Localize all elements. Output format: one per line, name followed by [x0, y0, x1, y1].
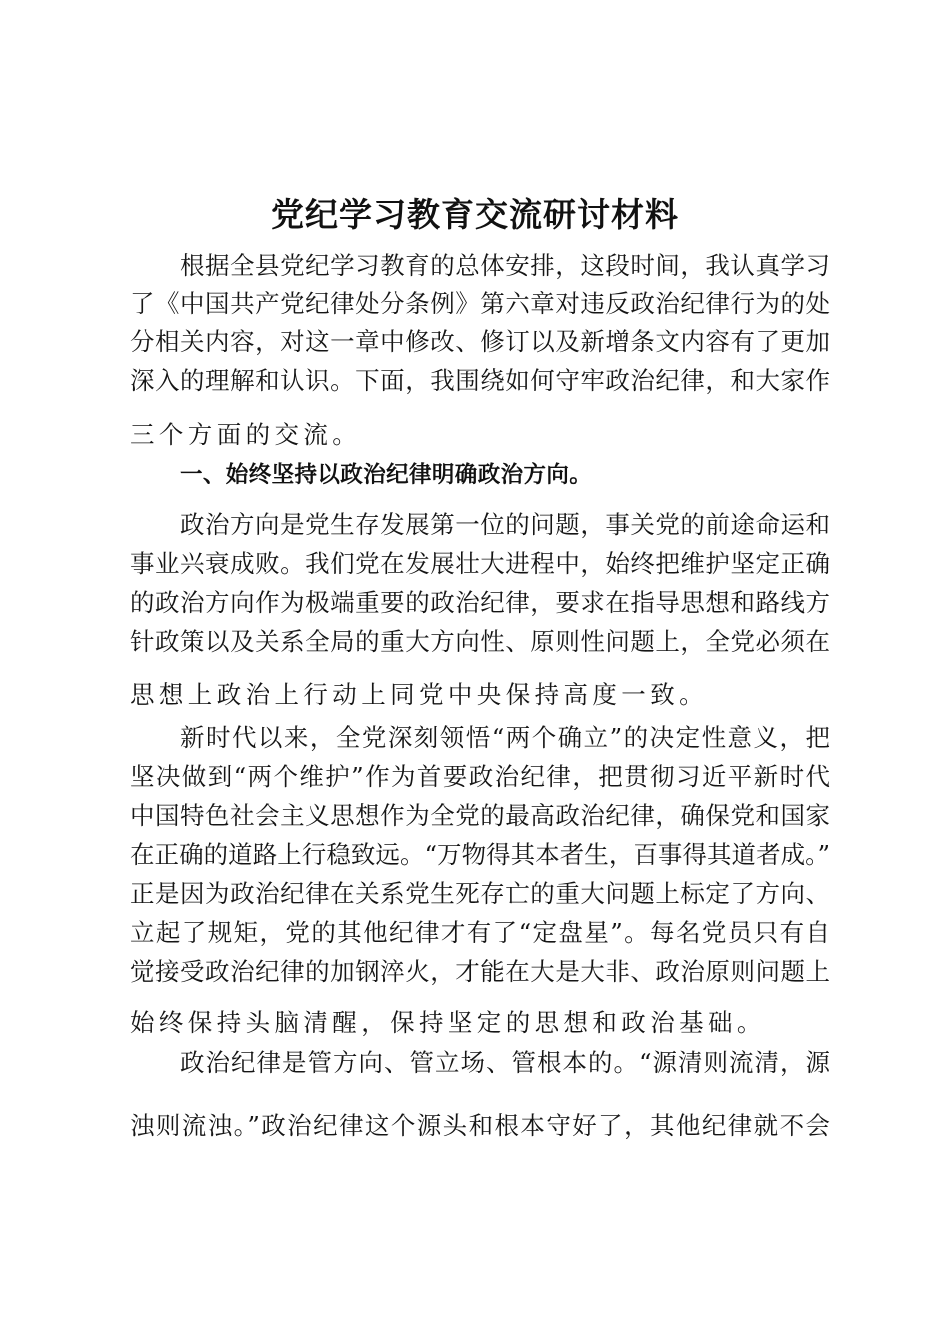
paragraph-line: 根据全县党纪学习教育的总体安排，这段时间，我认真学习 — [180, 251, 830, 280]
paragraph-line: 始终保持头脑清醒，保持坚定的思想和政治基础。 — [130, 1008, 766, 1037]
paragraph-line: 新时代以来，全党深刻领悟“两个确立”的决定性意义，把 — [180, 723, 830, 752]
paragraph-line: 浊则流浊。”政治纪律这个源头和根本守好了，其他纪律就不会 — [130, 1111, 830, 1140]
paragraph-line: 分相关内容，对这一章中修改、修订以及新增条文内容有了更加 — [130, 327, 830, 356]
paragraph-line: 事业兴衰成败。我们党在发展壮大进程中，始终把维护坚定正确 — [130, 549, 830, 578]
paragraph-line: 政治方向是党生存发展第一位的问题，事关党的前途命运和 — [180, 510, 830, 539]
paragraph-line: 中国特色社会主义思想作为全党的最高政治纪律，确保党和国家 — [130, 801, 830, 830]
paragraph-line: 的政治方向作为极端重要的政治纪律，要求在指导思想和路线方 — [130, 588, 830, 617]
section-heading: 一、始终坚持以政治纪律明确政治方向。 — [180, 462, 593, 488]
paragraph-line: 针政策以及关系全局的重大方向性、原则性问题上，全党必须在 — [130, 627, 830, 656]
paragraph-line: 三个方面的交流。 — [130, 420, 362, 449]
paragraph-line: 坚决做到“两个维护”作为首要政治纪律，把贯彻习近平新时代 — [130, 762, 830, 791]
paragraph-line: 政治纪律是管方向、管立场、管根本的。“源清则流清，源 — [180, 1048, 830, 1077]
document-title: 党纪学习教育交流研讨材料 — [271, 195, 679, 234]
paragraph-line: 思想上政治上行动上同党中央保持高度一致。 — [130, 680, 708, 709]
paragraph-line: 正是因为政治纪律在关系党生死存亡的重大问题上标定了方向、 — [130, 879, 830, 908]
paragraph-line: 在正确的道路上行稳致远。“万物得其本者生，百事得其道者成。” — [130, 840, 830, 869]
paragraph-line: 深入的理解和认识。下面，我围绕如何守牢政治纪律，和大家作 — [130, 366, 830, 395]
paragraph-line: 觉接受政治纪律的加钢淬火，才能在大是大非、政治原则问题上 — [130, 957, 830, 986]
paragraph-line: 了《中国共产党纪律处分条例》第六章对违反政治纪律行为的处 — [130, 289, 830, 318]
paragraph-line: 立起了规矩，党的其他纪律才有了“定盘星”。每名党员只有自 — [130, 918, 830, 947]
